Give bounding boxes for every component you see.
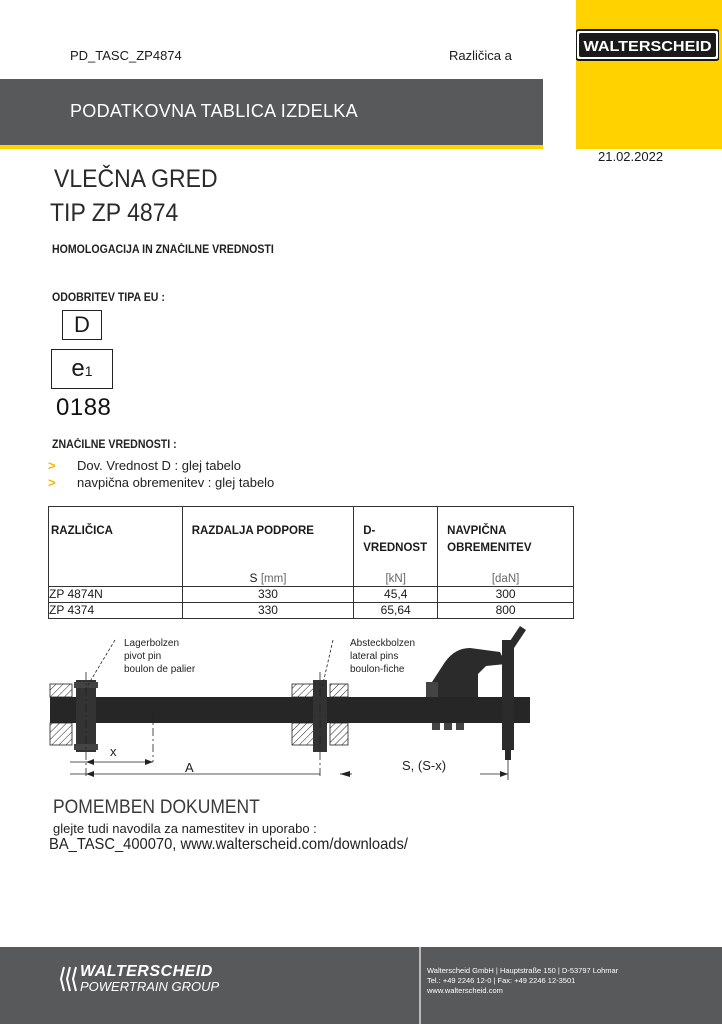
e-mark-letter: e (71, 355, 85, 382)
version-label: Različica a (449, 48, 512, 63)
header-variant-text: RAZLIČICA (51, 525, 113, 537)
dimension-x: x (110, 744, 117, 759)
lateral-pin-label-de: Absteckbolzen (350, 638, 416, 649)
svg-text:WALTERSCHEID: WALTERSCHEID (583, 38, 712, 55)
header-support (182, 507, 354, 587)
drawbar-beam (50, 697, 530, 723)
brand-yellow-block (576, 0, 722, 149)
pivot-pin-label-fr: boulon de palier (124, 664, 196, 675)
header-variant (49, 507, 183, 587)
left-support-bottom (50, 723, 72, 745)
approval-number: 0188 (56, 394, 112, 421)
pivot-pin-label-en: pivot pin (124, 651, 162, 662)
cell-variant: ZP 4874N (49, 587, 183, 603)
middle-support-top (292, 684, 314, 697)
list-item (48, 475, 274, 490)
list-item (48, 458, 241, 473)
footer-web-link[interactable]: www.walterscheid.com (427, 986, 503, 995)
pivot-pin-label-de: Lagerbolzen (124, 638, 180, 649)
product-type: TIP ZP 4874 (50, 199, 179, 227)
important-reference-link[interactable]: BA_TASC_400070, www.walterscheid.com/downloads/ (49, 836, 408, 853)
cell-d-value: 65,64 (354, 603, 438, 619)
unit-d-value: [kN] (385, 573, 406, 585)
important-note: glejte tudi navodila za namestitev in uporabo : (53, 821, 317, 836)
dimension-s: S, (S-x) (402, 758, 447, 773)
header-support-text: RAZDALJA PODPORE (191, 525, 314, 537)
table-header-row (49, 507, 574, 587)
hitch-jaw (428, 648, 506, 697)
drawbar-technical-drawing (40, 622, 540, 787)
left-support-top (50, 684, 72, 697)
spec-table (48, 506, 574, 619)
homologation-heading: HOMOLOGACIJA IN ZNAČILNE VREDNOSTI (52, 244, 274, 256)
list-item-text: Dov. Vrednost D : glej tabelo (77, 458, 242, 473)
cell-vertical-load: 300 (438, 587, 574, 603)
banner-title: PODATKOVNA TABLICA IZDELKA (70, 101, 358, 121)
lateral-pin-label-en: lateral pins (350, 651, 399, 662)
country-mark-d (62, 310, 102, 340)
cell-support: 330 (182, 603, 354, 619)
bullet-marker: > (48, 475, 56, 490)
footer-address (427, 966, 618, 996)
walterscheid-emblem-icon (60, 965, 78, 993)
support-symbol: S (249, 571, 258, 585)
header-d-value-line2: VREDNOST (363, 542, 428, 554)
cell-support: 330 (182, 587, 354, 603)
footer-brand: WALTERSCHEID (80, 963, 213, 980)
bullet-marker: > (48, 458, 56, 473)
footer-group: POWERTRAIN GROUP (80, 979, 220, 994)
middle-support-bottom (292, 723, 314, 745)
e-mark (51, 349, 113, 389)
characteristics-heading: ZNAČILNE VREDNOSTI : (52, 439, 177, 451)
footer-divider (419, 947, 421, 1024)
product-name: VLEČNA GRED (54, 165, 218, 193)
e-mark-number: 1 (84, 363, 93, 379)
banner-underline (0, 145, 543, 149)
header-load-line1: NAVPIČNA (447, 525, 507, 537)
footer-phone-line: Tel.: +49 2246 12-0 | Fax: +49 2246 12-3501 (427, 976, 576, 985)
cell-vertical-load: 800 (438, 603, 574, 619)
table-row (49, 603, 574, 619)
approval-heading: ODOBRITEV TIPA EU : (52, 292, 165, 304)
cell-variant: ZP 4374 (49, 603, 183, 619)
list-item-text: navpična obremenitev : glej tabelo (77, 475, 275, 490)
unit-vertical-load: [daN] (491, 573, 520, 585)
country-mark-d-text: D (74, 312, 90, 337)
header-load-line2: OBREMENITEV (447, 542, 532, 554)
support-unit: [mm] (260, 573, 287, 585)
cell-d-value: 45,4 (354, 587, 438, 603)
unit-support (183, 571, 354, 585)
header-d-value (354, 507, 438, 587)
table-row (49, 587, 574, 603)
important-title: POMEMBEN DOKUMENT (53, 797, 260, 818)
document-date: 21.02.2022 (598, 149, 664, 164)
walterscheid-logo (576, 27, 719, 63)
lateral-pin-label-fr: boulon-fiche (350, 664, 405, 675)
document-id: PD_TASC_ZP4874 (70, 48, 182, 63)
footer-address-line: Walterscheid GmbH | Hauptstraße 150 | D-53797 Lohmar (427, 966, 619, 975)
dimension-a: A (185, 760, 194, 775)
hitch-pin (502, 640, 514, 750)
header-vertical-load (438, 507, 574, 587)
header-d-value-line1: D- (363, 525, 376, 537)
